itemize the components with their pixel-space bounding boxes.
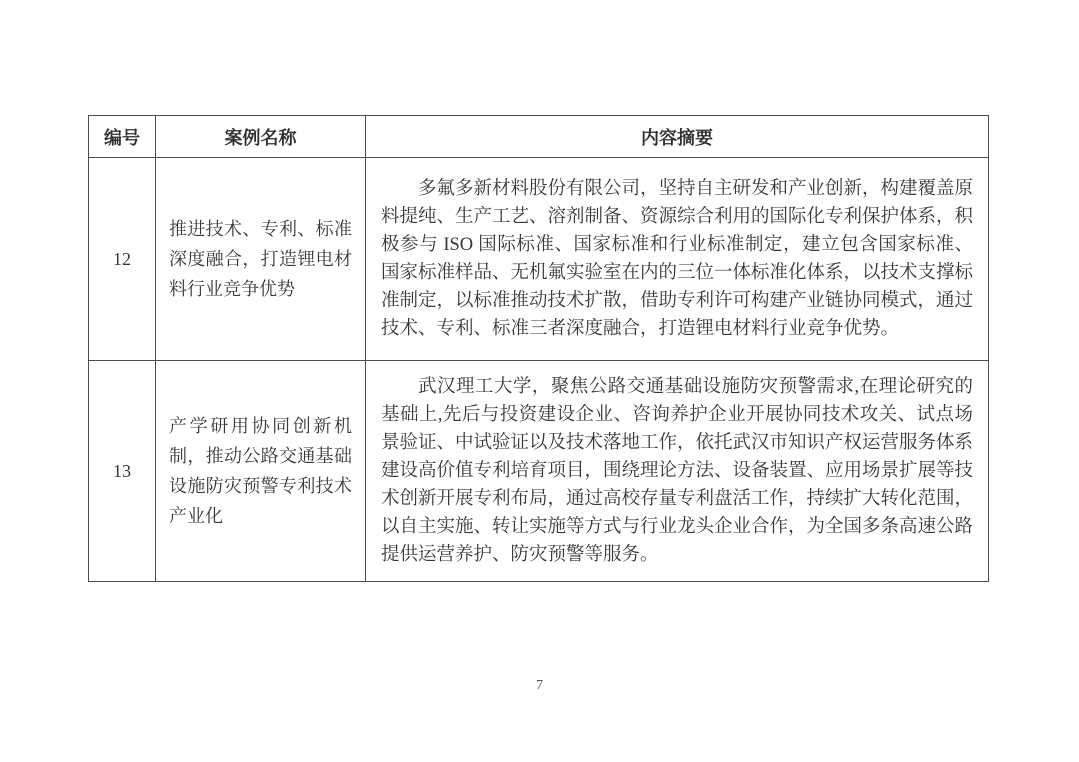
- table-row-13: [89, 361, 989, 582]
- header-id: 编号: [89, 116, 156, 158]
- cases-table: [88, 115, 989, 582]
- case-id: 13: [89, 361, 156, 582]
- case-name: 产学研用协同创新机制，推动公路交通基础设施防灾预警专利技术产业化: [156, 361, 366, 582]
- table-header-row: [89, 116, 989, 158]
- case-summary: [366, 158, 989, 361]
- page-number: 7: [536, 678, 543, 693]
- case-name: 推进技术、专利、标准深度融合，打造锂电材料行业竞争优势: [156, 158, 366, 361]
- case-summary-text: 多氟多新材料股份有限公司，坚持自主研发和产业创新，构建覆盖原料提纯、生产工艺、溶剂制备、资源综合利用的国际化专利保护体系，积极参与 ISO 国际标准、国家标准和行业标准制定，建立包含国家标准、国家标准样品、无机氟实验室在内的三位一体标准化体系，以技术支撑标准制定，以标准推动技术扩散，借助专利许可构建产业链协同模式，通过技术、专利、标准三者深度融合，打造锂电材料行业竞争优势。: [381, 179, 974, 339]
- table-row-12: [89, 158, 989, 361]
- case-summary: [366, 361, 989, 582]
- case-summary-text: 武汉理工大学，聚焦公路交通基础设施防灾预警需求,在理论研究的基础上,先后与投资建设企业、咨询养护企业开展协同技术攻关、试点场景验证、中试验证以及技术落地工作，依托武汉市知识产权运营服务体系建设高价值专利培育项目，围绕理论方法、设备装置、应用场景扩展等技术创新开展专利布局，通过高校存量专利盘活工作，持续扩大转化范围，以自主实施、转让实施等方式与行业龙头企业合作，为全国多条高速公路提供运营养护、防灾预警等服务。: [381, 377, 974, 565]
- case-id: 12: [89, 158, 156, 361]
- header-summary: 内容摘要: [366, 116, 989, 158]
- header-case-name: 案例名称: [156, 116, 366, 158]
